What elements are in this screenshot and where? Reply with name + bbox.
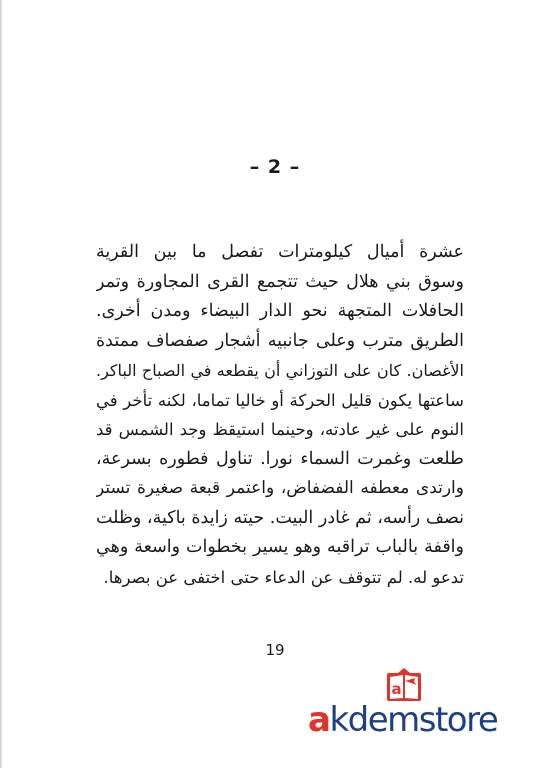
text-line: طلعت وغمرت السماء نورا. تناول فطوره بسرعة، bbox=[96, 448, 464, 469]
chapter-marker: – 2 – bbox=[249, 156, 301, 178]
text-line: وسوق بني هلال حيث تتجمع القرى المجاورة وتمر bbox=[96, 271, 464, 292]
text-line: تدعو له. لم تتوقف عن الدعاء حتى اختفى عن بصرها. bbox=[103, 567, 464, 587]
brand-wordmark bbox=[308, 700, 508, 740]
logo-icon-letter: a bbox=[391, 680, 402, 698]
text-line: وارتدى معطفه الفضفاض، واعتمر قبعة صغيرة تستر bbox=[96, 478, 464, 498]
text-line: ساعتها يكون قليل الحركة أو خاليا تماما، لكنه تأخر في bbox=[96, 390, 464, 410]
text-line: واقفة بالباب تراقبه وهو يسير بخطوات واسعة وهي bbox=[96, 537, 464, 557]
brand-first-letter: a bbox=[308, 700, 330, 740]
text-line: النوم على غير عادته، وحينما استيقظ وجد الشمس قد bbox=[96, 420, 464, 439]
book-logo-icon bbox=[386, 668, 422, 702]
text-line: الأغصان. كان على التوزاني أن يقطعه في الصباح الباكر. bbox=[96, 361, 464, 380]
text-line: نصف رأسه، ثم غادر البيت. حيته زايدة باكية، وظلت bbox=[96, 507, 464, 528]
brand-name-rest: kdemstore bbox=[329, 700, 498, 740]
page-number: 19 bbox=[265, 641, 285, 659]
text-line: عشرة أميال كيلومترات تفصل ما بين القرية bbox=[96, 242, 464, 262]
body-text bbox=[96, 238, 464, 592]
text-line: الطريق مترب وعلى جانبيه أشجار صفصاف ممتدة bbox=[96, 330, 464, 351]
text-line: الحافلات المتجهة نحو الدار البيضاء ومدن أخرى. bbox=[96, 301, 464, 321]
akdemstore-logo bbox=[308, 668, 498, 748]
